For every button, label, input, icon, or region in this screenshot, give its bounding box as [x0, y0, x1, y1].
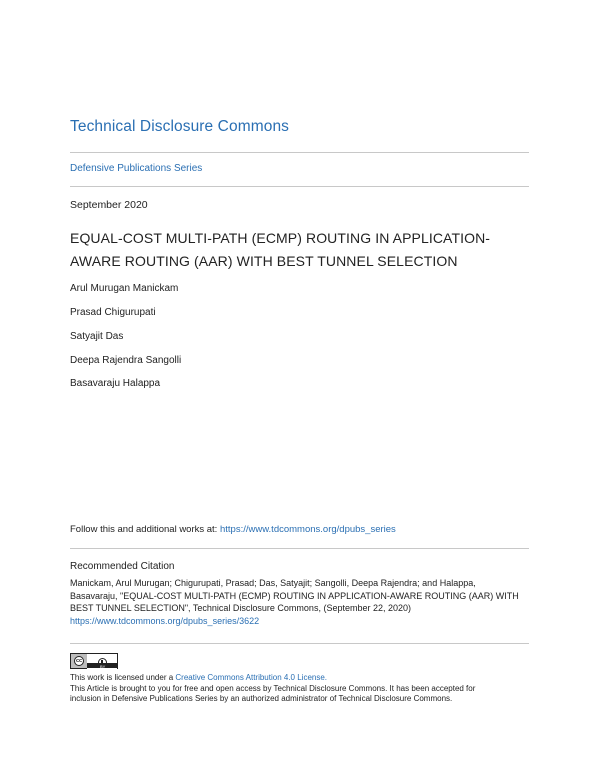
- license-prefix: This work is licensed under a: [70, 673, 176, 682]
- by-label: BY: [100, 664, 106, 669]
- citation-divider: [70, 643, 529, 644]
- site-title[interactable]: Technical Disclosure Commons: [70, 118, 290, 135]
- title-line-1: EQUAL-COST MULTI-PATH (ECMP) ROUTING IN APPLICATION-: [70, 230, 491, 246]
- cc-icon: cc: [75, 658, 83, 664]
- cc-by-license-icon[interactable]: [70, 653, 118, 669]
- citation-line-1: Manickam, Arul Murugan; Chigurupati, Prasad; Das, Satyajit; Sangolli, Deepa Rajendra; and Halappa,: [70, 578, 476, 588]
- citation-line-3: BEST TUNNEL SELECTION", Technical Disclosure Commons, (September 22, 2020): [70, 603, 411, 613]
- citation-block: [70, 577, 532, 627]
- cc-left-panel: [71, 654, 87, 668]
- citation-line-2: Basavaraju, "EQUAL-COST MULTI-PATH (ECMP) ROUTING IN APPLICATION-AWARE ROUTING (AAR) WITH: [70, 590, 519, 601]
- license-line-3: inclusion in Defensive Publications Series by an authorized administrator of Technical Disclosure Commons.: [70, 694, 453, 703]
- follow-divider: [70, 548, 529, 549]
- license-line-1: [70, 673, 540, 684]
- license-block: [70, 673, 540, 705]
- follow-line: [70, 524, 396, 535]
- series-link[interactable]: Defensive Publications Series: [70, 163, 203, 174]
- series-divider: [70, 186, 529, 187]
- author-5: Basavaraju Halappa: [70, 378, 161, 389]
- license-link[interactable]: Creative Commons Attribution 4.0 License.: [175, 673, 328, 682]
- author-3: Satyajit Das: [70, 331, 124, 342]
- license-line-2: This Article is brought to you for free and open access by Technical Disclosure Commons. It has been accepted for: [70, 683, 476, 693]
- author-2: Prasad Chigurupati: [70, 307, 156, 318]
- document-title: [70, 227, 530, 273]
- author-1: Arul Murugan Manickam: [70, 283, 179, 294]
- citation-url-link[interactable]: https://www.tdcommons.org/dpubs_series/3622: [70, 615, 260, 626]
- recommended-citation-heading: Recommended Citation: [70, 561, 175, 572]
- follow-text: Follow this and additional works at:: [70, 524, 220, 535]
- author-4: Deepa Rajendra Sangolli: [70, 355, 182, 366]
- publication-date: September 2020: [70, 199, 148, 211]
- header-divider: [70, 152, 529, 153]
- follow-url-link[interactable]: https://www.tdcommons.org/dpubs_series: [219, 524, 396, 535]
- title-line-2: AWARE ROUTING (AAR) WITH BEST TUNNEL SELECTION: [70, 253, 458, 269]
